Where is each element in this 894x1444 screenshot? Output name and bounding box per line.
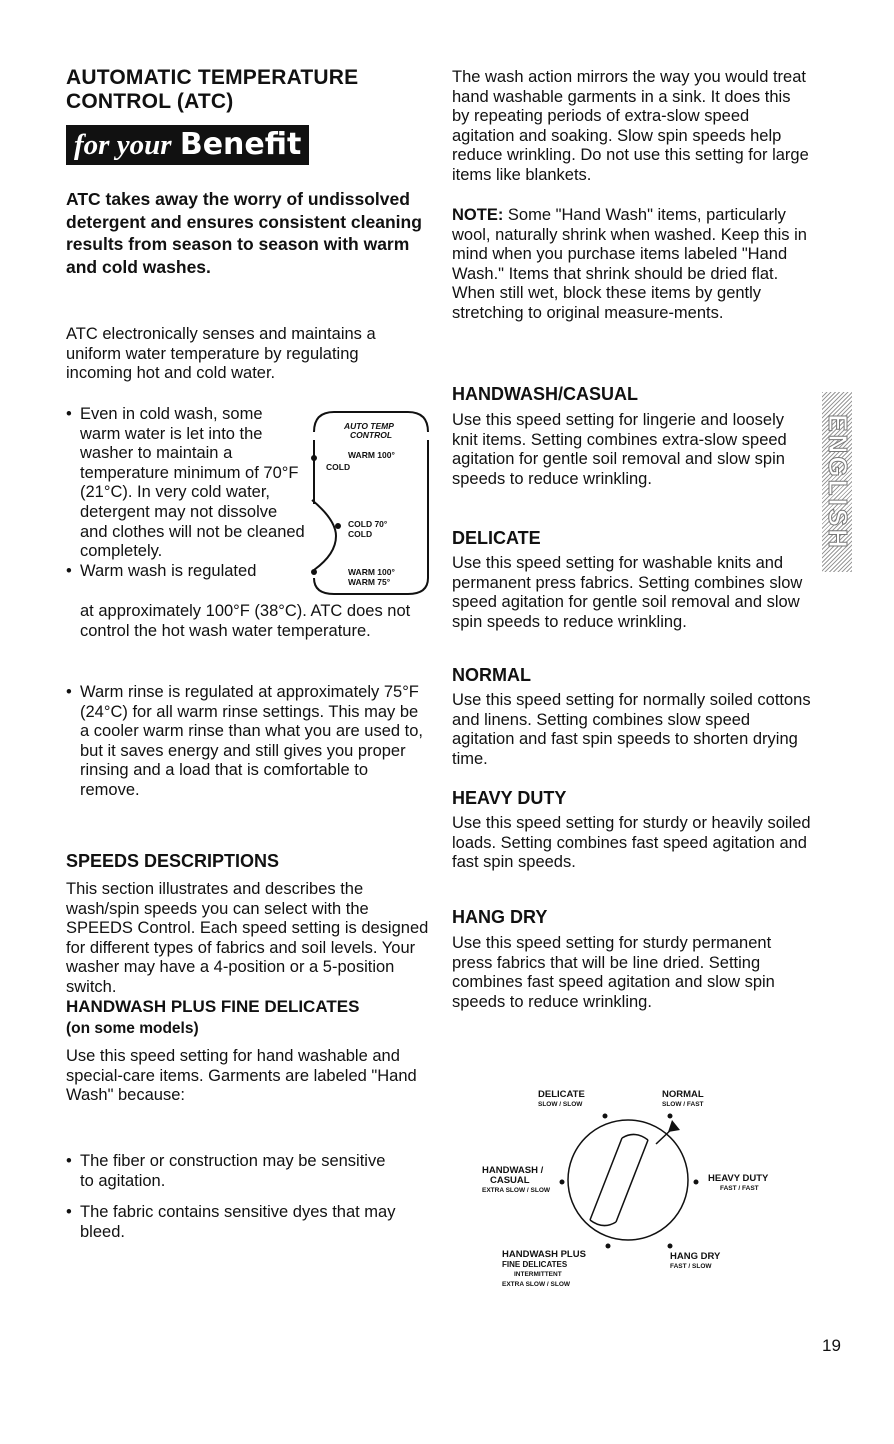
delicate-text: Use this speed setting for washable knits and permanent press fabrics. Setting combines slow speed agitation for gentle soil removal and slow spin speeds to reduce wrinkling. xyxy=(452,554,803,631)
dial-label-delicate: DELICATE SLOW / SLOW xyxy=(538,1089,585,1108)
bullet-warm-wash-rest: at approximately 100°F (38°C). ATC does not control the hot wash water temperature. xyxy=(80,602,411,640)
speeds-text: This section illustrates and describes the wash/spin speeds you can select with the SPEEDS Control. Each speed setting is designed for different types of fabrics and soil levels. Your washer may have a 4-position or a 5-position switch. xyxy=(66,880,429,996)
hwp-title: HANDWASH PLUS FINE DELICATES xyxy=(66,997,360,1016)
atc-warm75: WARM 75° xyxy=(348,577,391,587)
hwp-bullet-dyes: • The fabric contains sensitive dyes that may bleed. xyxy=(66,1203,396,1242)
atc-panel-title: AUTO TEMP CONTROL xyxy=(344,421,394,440)
atc-bullets-narrow xyxy=(66,405,306,581)
for-your-benefit-badge: for your Benefit xyxy=(66,125,309,165)
delicate-title: DELICATE xyxy=(452,528,541,548)
note-paragraph: NOTE: Some "Hand Wash" items, particularly wool, naturally shrink when washed. Keep this in mind when you purchase items labeled "Hand Wash." Items that shrink should be dried flat. When still wet, block these items by gently stretching to original measure-ments. xyxy=(452,206,807,322)
heavy-duty-title: HEAVY DUTY xyxy=(452,788,567,808)
heavy-duty-text: Use this speed setting for sturdy or heavily soiled loads. Setting combines fast speed agitation and fast spin speeds. xyxy=(452,814,811,872)
normal-text: Use this speed setting for normally soiled cottons and linens. Setting combines slow speed agitation and fast spin speeds to shorten drying time. xyxy=(452,691,811,768)
page-number: 19 xyxy=(822,1336,841,1355)
handwash-casual-title: HANDWASH/CASUAL xyxy=(452,384,638,404)
hwp-bullet-fiber: • The fiber or construction may be sensitive to agitation. xyxy=(66,1152,396,1191)
atc-cold70: COLD 70° xyxy=(348,519,388,529)
speeds-dial-illustration xyxy=(480,1060,780,1288)
atc-warm100: WARM 100° xyxy=(348,450,395,460)
speeds-title: SPEEDS DESCRIPTIONS xyxy=(66,851,280,871)
hwp-bullets xyxy=(66,1152,396,1242)
bullet-warm-rinse: • Warm rinse is regulated at approximately 75°F (24°C) for all warm rinse settings. This may be a cooler warm rinse than what you are used to, but it saves energy and still gives you proper rinsing and a load that is comfortable to remove. xyxy=(66,683,426,801)
dial-label-handwash-casual: HANDWASH / CASUAL EXTRA SLOW / SLOW xyxy=(482,1165,551,1194)
atc-warm100b: WARM 100° xyxy=(348,567,395,577)
atc-bullet-rinse xyxy=(66,683,426,801)
atc-cold: COLD xyxy=(326,462,351,472)
hang-dry-text: Use this speed setting for sturdy permanent press fabrics that will be line dried. Setting combines fast speed agitation and slow spin speeds to reduce wrinkling. xyxy=(452,934,775,1011)
normal-title: NORMAL xyxy=(452,665,531,685)
atc-cold2: COLD xyxy=(348,529,373,539)
atc-control-illustration xyxy=(308,408,432,598)
handwash-plus-description: The wash action mirrors the way you would treat hand washable garments in a sink. It does this by repeating periods of extra-slow speed agitation and soaking. Slow spin speeds help reduce wrinkling. Do not use this setting for large items like blankets. xyxy=(452,68,809,184)
hang-dry-title: HANG DRY xyxy=(452,907,548,927)
atc-intro: ATC electronically senses and maintains a uniform water temperature by regulating incoming hot and cold water. xyxy=(66,325,376,383)
atc-title: AUTOMATIC TEMPERATURE CONTROL (ATC) xyxy=(66,66,359,113)
handwash-casual-text: Use this speed setting for lingerie and loosely knit items. Setting combines extra-slow speed agitation for gentle soil removal and slow spin speeds to reduce wrinkling. xyxy=(452,411,787,488)
bullet-cold-wash: • Even in cold wash, some warm water is let into the washer to maintain a temperature minimum of 70°F (21°C). In very cold water, detergent may not dissolve and clothes will not be cleaned completely. xyxy=(66,405,306,562)
dial-label-normal: NORMAL SLOW / FAST xyxy=(662,1089,704,1108)
benefit-text: ATC takes away the worry of undissolved detergent and ensures consistent cleaning results from season to season with warm and cold washes. xyxy=(66,189,422,277)
hwp-text: Use this speed setting for hand washable and special-care items. Garments are labeled "Hand Wash" because: xyxy=(66,1047,417,1105)
dial-label-hang-dry: HANG DRY FAST / SLOW xyxy=(670,1251,721,1270)
dial-label-heavy-duty: HEAVY DUTY FAST / FAST xyxy=(708,1173,769,1192)
language-side-tab-label: ENGLISH xyxy=(822,413,853,551)
dial-label-handwash-plus: HANDWASH PLUS FINE DELICATES INTERMITTENT EXTRA SLOW / SLOW xyxy=(502,1249,586,1288)
bullet-warm-wash: • Warm wash is regulated xyxy=(66,562,306,582)
hwp-subtitle: (on some models) xyxy=(66,1020,199,1037)
